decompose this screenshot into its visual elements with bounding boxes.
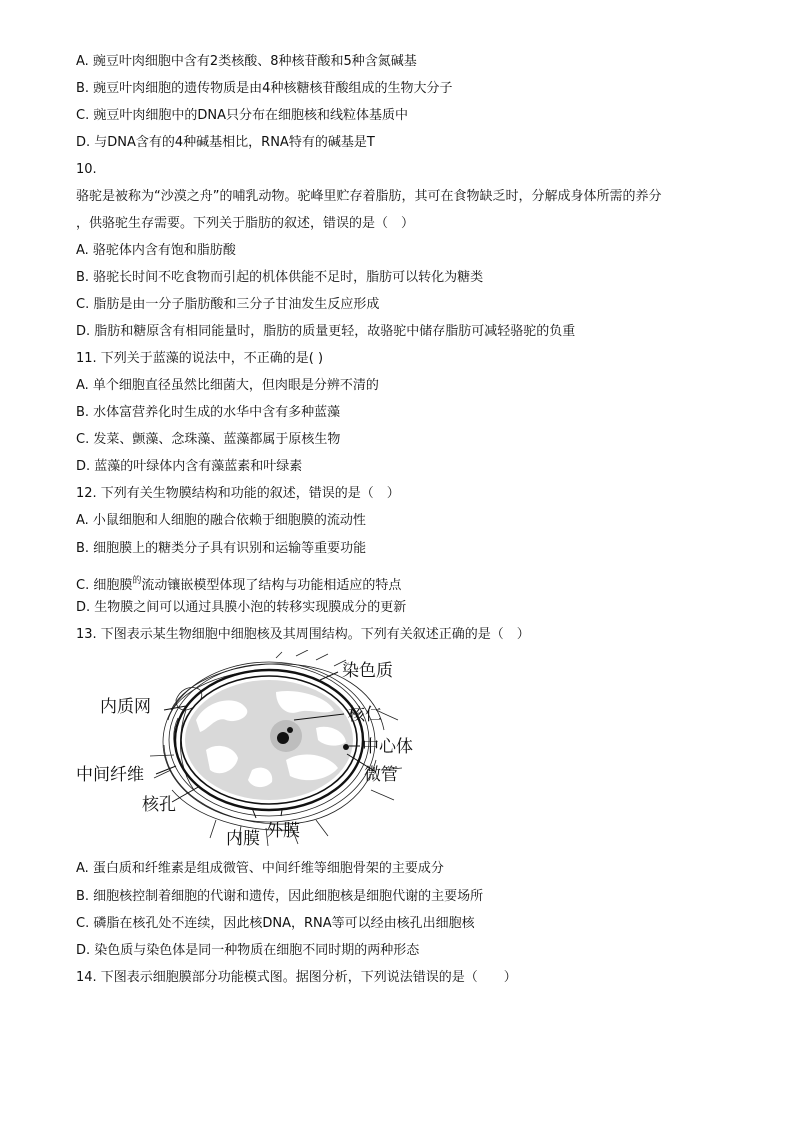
nucleolus-core-small [287,727,293,733]
nucleolus-core [277,732,289,744]
label-centrosome: 中心体 [362,737,413,757]
q10-option-c: C. 脂肪是由一分子脂肪酸和三分子甘油发生反应形成 [76,297,380,312]
q13-option-d: D. 染色质与染色体是同一种物质在细胞不同时期的两种形态 [76,943,420,958]
q12-option-c-rest: 流动镶嵌模型体现了结构与功能相适应的特点 [141,578,402,593]
q10-stem-line2: ，供骆驼生存需要。下列关于脂肪的叙述，错误的是（ ） [76,216,415,231]
label-nuclear-pore: 核孔 [142,795,176,815]
q12-option-b: B. 细胞膜上的糖类分子具有识别和运输等重要功能 [76,541,367,556]
q11-option-c: C. 发菜、颤藻、念珠藻、蓝藻都属于原核生物 [76,432,341,447]
q11-stem: 11. 下列关于蓝藻的说法中，不正确的是( ) [76,351,324,366]
q9-option-c: C. 豌豆叶肉细胞中的DNA只分布在细胞核和线粒体基质中 [76,108,408,123]
q13-option-a: A. 蛋白质和纤维素是组成微管、中间纤维等细胞骨架的主要成分 [76,861,444,876]
q11-option-b: B. 水体富营养化时生成的水华中含有多种蓝藻 [76,405,341,420]
q9-option-d: D. 与DNA含有的4种碱基相比，RNA特有的碱基是T [76,135,375,150]
label-outer-membrane: 外膜 [266,821,300,841]
q12-stem: 12. 下列有关生物膜结构和功能的叙述，错误的是（ ） [76,486,400,501]
q12-option-a: A. 小鼠细胞和人细胞的融合依赖于细胞膜的流动性 [76,513,366,528]
q9-option-b: B. 豌豆叶肉细胞的遗传物质是由4种核糖核苷酸组成的生物大分子 [76,81,453,96]
q12-option-c [76,572,401,595]
q10-option-d: D. 脂肪和糖原含有相同能量时，脂肪的质量更轻，故骆驼中储存脂肪可减轻骆驼的负重 [76,324,576,339]
q10-number: 10. [76,162,97,177]
nucleus-diagram [76,650,436,850]
label-chromatin: 染色质 [342,661,393,681]
q10-stem-line1: 骆驼是被称为“沙漠之舟”的哺乳动物。驼峰里贮存着脂肪，其可在食物缺乏时，分解成身体所需的养分 [76,189,662,204]
q11-option-a: A. 单个细胞直径虽然比细菌大，但肉眼是分辨不清的 [76,378,379,393]
label-inner-membrane: 内膜 [226,829,260,849]
q12-option-c-small: 的 [132,576,142,586]
q13-option-c: C. 磷脂在核孔处不连续，因此核DNA，RNA等可以经由核孔出细胞核 [76,916,475,931]
q10-option-a: A. 骆驼体内含有饱和脂肪酸 [76,243,236,258]
q10-option-b: B. 骆驼长时间不吃食物而引起的机体供能不足时，脂肪可以转化为糖类 [76,270,484,285]
centrosome-shape [343,744,349,750]
label-nucleolus: 核仁 [348,705,382,725]
q14-stem: 14. 下图表示细胞膜部分功能模式图。据图分析，下列说法错误的是（ ） [76,970,517,985]
label-er: 内质网 [100,697,151,717]
q12-option-c-start: C. 细胞膜 [76,578,133,593]
q12-option-d: D. 生物膜之间可以通过具膜小泡的转移实现膜成分的更新 [76,600,407,615]
q13-stem: 13. 下图表示某生物细胞中细胞核及其周围结构。下列有关叙述正确的是（ ） [76,627,530,642]
q13-option-b: B. 细胞核控制着细胞的代谢和遗传，因此细胞核是细胞代谢的主要场所 [76,889,484,904]
q11-option-d: D. 蓝藻的叶绿体内含有藻蓝素和叶绿素 [76,459,303,474]
nucleus-diagram-svg [76,650,436,850]
q9-option-a: A. 豌豆叶肉细胞中含有2类核酸、8种核苷酸和5种含氮碱基 [76,54,417,69]
label-microtubule: 微管 [364,765,398,785]
label-intermediate-filament: 中间纤维 [76,765,144,785]
